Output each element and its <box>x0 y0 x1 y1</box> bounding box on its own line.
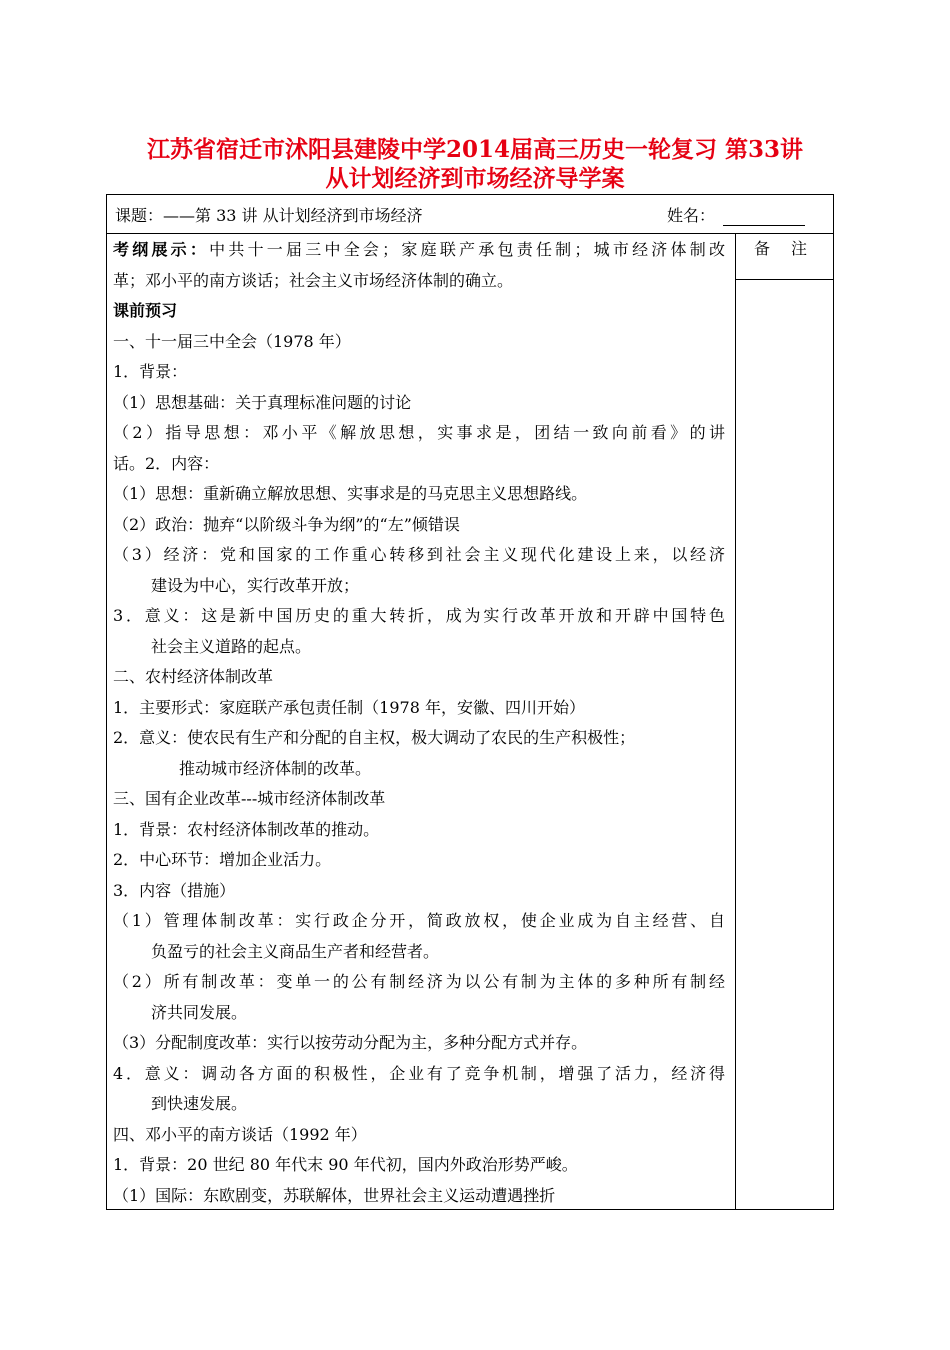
s1-background-2b: 话。2．内容： <box>113 453 220 473</box>
section-2-heading: 二、农村经济体制改革 <box>113 667 274 686</box>
s1-content-2: （2）政治：抛弃“以阶级斗争为纲”的“左”倾错误 <box>113 514 460 534</box>
notes-header: 备 注 <box>736 234 833 280</box>
study-guide-table <box>106 194 834 1210</box>
topic-label: 课题：——第 33 讲 从计划经济到市场经济 <box>115 206 423 225</box>
name-field <box>667 203 805 226</box>
outline-label: 考纲展示： <box>113 240 210 259</box>
s3-item-3-3: （3）分配制度改革：实行以按劳动分配为主，多种分配方式并存。 <box>113 1033 588 1052</box>
s1-content-1: （1）思想：重新确立解放思想、实事求是的马克思主义思想路线。 <box>113 484 588 503</box>
s2-item-2b: 推动城市经济体制的改革。 <box>179 758 372 778</box>
outline-line-1 <box>113 235 725 266</box>
s3-item-3-1a: （1）管理体制改革：实行政企分开，简政放权，使企业成为自主经营、自 <box>113 911 725 930</box>
main-content <box>113 235 725 1211</box>
s3-item-1: 1．背景：农村经济体制改革的推动。 <box>113 819 380 839</box>
s1-content-3a: （3）经济：党和国家的工作重心转移到社会主义现代化建设上来，以经济 <box>113 545 725 564</box>
s2-item-2a: 2．意义：使农民有生产和分配的自主权，极大调动了农民的生产积极性； <box>113 728 636 747</box>
outline-line-2: 革；邓小平的南方谈话；社会主义市场经济体制的确立。 <box>113 270 514 290</box>
s1-content-3b: 建设为中心，实行改革开放； <box>151 575 360 595</box>
name-label: 姓名： <box>667 206 716 225</box>
s1-meaning-a: 3．意义：这是新中国历史的重大转折，成为实行改革开放和开辟中国特色 <box>113 606 725 625</box>
s2-item-1: 1．主要形式：家庭联产承包责任制（1978 年，安徽、四川开始） <box>113 697 585 717</box>
s1-background-1: （1）思想基础：关于真理标准问题的讨论 <box>113 392 412 412</box>
s4-item-1-1: （1）国际：东欧剧变，苏联解体，世界社会主义运动遭遇挫折 <box>113 1185 556 1205</box>
document-title <box>100 135 850 193</box>
s1-meaning-b: 社会主义道路的起点。 <box>151 636 312 656</box>
preview-heading: 课前预习 <box>113 301 178 320</box>
header-row <box>107 195 833 234</box>
title-line-1: 江苏省宿迁市沭阳县建陵中学2014届高三历史一轮复习 第33讲 <box>146 136 804 163</box>
s4-item-1: 1．背景：20 世纪 80 年代末 90 年代初，国内外政治形势严峻。 <box>113 1155 578 1174</box>
s3-item-2: 2．中心环节：增加企业活力。 <box>113 850 332 869</box>
section-1-heading: 一、十一届三中全会（1978 年） <box>113 331 351 351</box>
notes-column <box>735 234 833 1209</box>
s3-item-3-1b: 负盈亏的社会主义商品生产者和经营者。 <box>151 941 440 961</box>
s1-background: 1．背景： <box>113 362 188 381</box>
title-line-2: 从计划经济到市场经济导学案 <box>325 165 625 192</box>
s3-item-3-2b: 济共同发展。 <box>151 1002 248 1022</box>
section-3-heading: 三、国有企业改革---城市经济体制改革 <box>113 789 386 808</box>
s3-item-3: 3．内容（措施） <box>113 880 236 900</box>
s3-item-3-2a: （2）所有制改革：变单一的公有制经济为以公有制为主体的多种所有制经 <box>113 972 725 991</box>
name-blank-line <box>723 209 805 226</box>
s1-background-2a: （2）指导思想：邓小平《解放思想，实事求是，团结一致向前看》的讲 <box>113 423 725 442</box>
s3-item-4a: 4．意义：调动各方面的积极性，企业有了竞争机制，增强了活力，经济得 <box>113 1063 725 1083</box>
s3-item-4b: 到快速发展。 <box>151 1094 248 1113</box>
outline-text-1: 中共十一届三中全会；家庭联产承包责任制；城市经济体制改 <box>209 240 725 259</box>
section-4-heading: 四、邓小平的南方谈话（1992 年） <box>113 1124 367 1144</box>
